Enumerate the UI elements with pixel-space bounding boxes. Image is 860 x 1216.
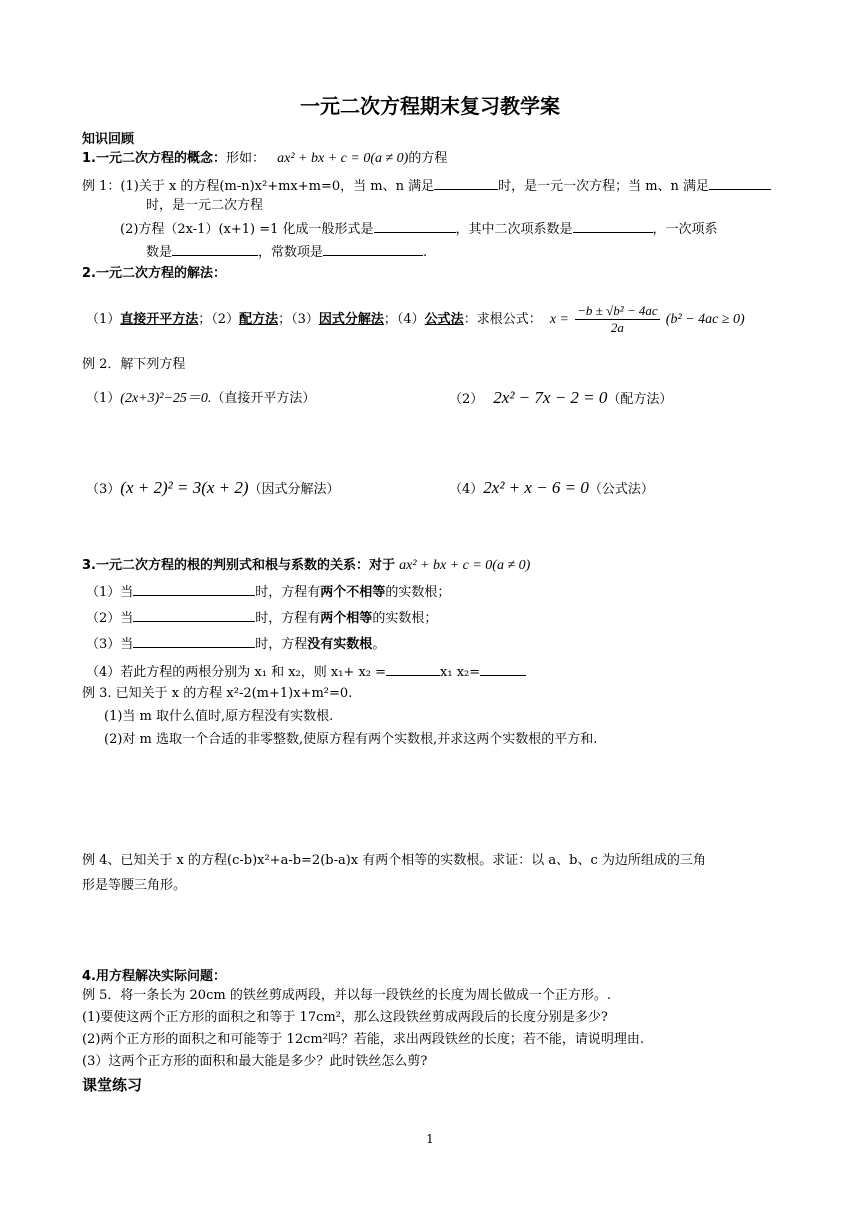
p3-equation: (x + 2)² = 3(x + 2) [120, 478, 249, 497]
case-3-tail: 。 [372, 637, 386, 652]
case-3 [86, 634, 385, 654]
root-formula-lhs: x = [549, 312, 570, 327]
ex3-line3: (2)对 m 选取一个合适的非零整数,使原方程有两个实数根,并求这两个实数根的平方和. [104, 732, 598, 747]
ex1-text-h: . [423, 245, 428, 260]
ex3-line2: (1)当 m 取什么值时,原方程没有实数根. [104, 709, 334, 724]
concept-line [82, 150, 447, 168]
practice-heading: 课堂练习 [82, 1076, 143, 1094]
ex4-line1: 例 4、已知关于 x 的方程(c-b)x²+a-b=2(b-a)x 有两个相等的实数根。求证：以 a、b、c 为边所组成的三角 [82, 853, 706, 868]
page-title: 一元二次方程期末复习教学案 [300, 94, 560, 118]
ex1-blank-2[interactable] [709, 176, 771, 190]
solving-methods-heading: 2.一元二次方程的解法： [82, 266, 226, 281]
ex1-line2: 时，是一元二次方程 [146, 198, 264, 213]
general-form-formula: ax² + bx + c = 0(a ≠ 0) [277, 151, 409, 166]
case-3-blank[interactable] [133, 634, 255, 648]
root-formula-condition: (b² − 4ac ≥ 0) [665, 312, 745, 327]
ex1-blank-3[interactable] [374, 219, 456, 233]
case-1-tail: 的实数根； [385, 585, 451, 600]
ex5-line2: (1)要使这两个正方形的面积之和等于 17cm²，那么这段铁丝剪成两段后的长度分别是多少? [82, 1010, 608, 1025]
discriminant-formula: ax² + bx + c = 0(a ≠ 0) [399, 558, 531, 573]
case-3-mid: 时，方程 [255, 637, 308, 652]
root-formula-numerator: −b ± √b² − 4ac [577, 303, 658, 318]
ex1-text-f: 数是 [146, 245, 173, 260]
p2-method: （配方法） [607, 392, 673, 407]
ex1-text-d: ，其中二次项系数是 [455, 222, 573, 237]
ex1-blank-6[interactable] [323, 242, 423, 256]
ex3-line1: 例 3. 已知关于 x 的方程 x²-2(m+1)x+m²=0. [82, 686, 353, 701]
ex2-problem-1 [86, 390, 315, 408]
ex2-problem-3 [86, 479, 340, 499]
ex1-text-a: 例 1：(1)关于 x 的方程(m-n)x²+mx+m=0，当 m、n 满足 [82, 179, 435, 194]
root-formula-label: ：求根公式： [463, 312, 542, 327]
ex5-line3: (2)两个正方形的面积之和可能等于 12cm²吗？若能，求出两段铁丝的长度；若不能，请说明理由. [82, 1032, 645, 1047]
ex1-text-b: 时，是一元一次方程；当 m、n 满足 [498, 179, 710, 194]
ex1-line4 [146, 242, 427, 262]
method-1: 直接开平方法 [120, 312, 199, 327]
discriminant-heading-line [82, 557, 530, 575]
solving-methods-line [86, 303, 745, 337]
case-4 [86, 662, 526, 682]
root-formula-fraction [575, 303, 659, 336]
case-1-blank[interactable] [133, 582, 255, 596]
root-formula-denominator: 2a [610, 320, 624, 335]
concept-heading-tail: 形如： [225, 151, 265, 166]
concept-heading: 1.一元二次方程的概念： [82, 151, 226, 166]
case-4-text: （4）若此方程的两根分别为 x₁ 和 x₂，则 x₁+ x₂ = [86, 665, 387, 680]
case-3-label: （3）当 [86, 637, 134, 652]
word-problems-heading: 4.用方程解决实际问题： [82, 969, 226, 984]
ex1-line3 [120, 219, 718, 239]
ex1-blank-5[interactable] [172, 242, 258, 256]
case-3-emphasis: 没有实数根 [307, 637, 373, 652]
ex4-line2: 形是等腰三角形。 [82, 878, 187, 893]
ex5-line1: 例 5．将一条长为 20cm 的铁丝剪成两段，并以每一段铁丝的长度为周长做成一个正方形。. [82, 988, 611, 1003]
p2-equation: 2x² − 7x − 2 = 0 [493, 388, 608, 407]
ex1-text-c: (2)方程（2x-1）(x+1) =1 化成一般形式是 [120, 222, 374, 237]
p1-method: （直接开平方法） [211, 391, 316, 406]
p4-label: （4） [449, 482, 484, 497]
p4-method: （公式法） [588, 482, 654, 497]
p1-equation: (2x+3)²−25＝0. [120, 391, 212, 406]
method-4-label: ；（4） [383, 312, 425, 327]
p3-method: （因式分解法） [248, 482, 340, 497]
ex1-text-e: ，一次项系 [652, 222, 718, 237]
method-2: 配方法 [239, 312, 279, 327]
case-2-label: （2）当 [86, 611, 134, 626]
sum-roots-blank[interactable] [386, 662, 440, 676]
method-4: 公式法 [424, 312, 464, 327]
case-2-mid: 时，方程有 [255, 611, 321, 626]
page-number: 1 [426, 1132, 434, 1146]
case-2-tail: 的实数根； [372, 611, 438, 626]
product-roots-blank[interactable] [480, 662, 526, 676]
method-2-label: ；（2） [198, 312, 240, 327]
concept-suffix: 的方程 [408, 151, 448, 166]
method-3-label: ；（3） [278, 312, 319, 327]
p3-label: （3） [86, 482, 121, 497]
ex2-problem-2 [449, 389, 672, 409]
case-1-emphasis: 两个不相等 [320, 585, 386, 600]
discriminant-heading: 3.一元二次方程的根的判别式和根与系数的关系：对于 [82, 558, 395, 573]
case-4-product: x₁ x₂= [440, 665, 481, 680]
case-1 [86, 582, 450, 602]
ex1-text-g: ，常数项是 [258, 245, 324, 260]
ex2-heading: 例 2．解下列方程 [82, 357, 186, 372]
ex1-blank-1[interactable] [434, 176, 498, 190]
method-1-label: （1） [86, 312, 121, 327]
ex5-line4: (3）这两个正方形的面积和最大能是多少？此时铁丝怎么剪? [82, 1054, 428, 1069]
section-review-heading: 知识回顾 [82, 132, 135, 147]
p1-label: （1） [86, 391, 121, 406]
p4-equation: 2x² + x − 6 = 0 [483, 478, 589, 497]
ex2-problem-4 [449, 479, 654, 499]
case-2 [86, 608, 437, 628]
case-1-mid: 时，方程有 [255, 585, 321, 600]
case-1-label: （1）当 [86, 585, 134, 600]
ex1-blank-4[interactable] [573, 219, 653, 233]
method-3: 因式分解法 [318, 312, 384, 327]
ex1-line1 [82, 176, 771, 196]
p2-label: （2） [449, 392, 484, 407]
case-2-blank[interactable] [133, 608, 255, 622]
case-2-emphasis: 两个相等 [320, 611, 373, 626]
